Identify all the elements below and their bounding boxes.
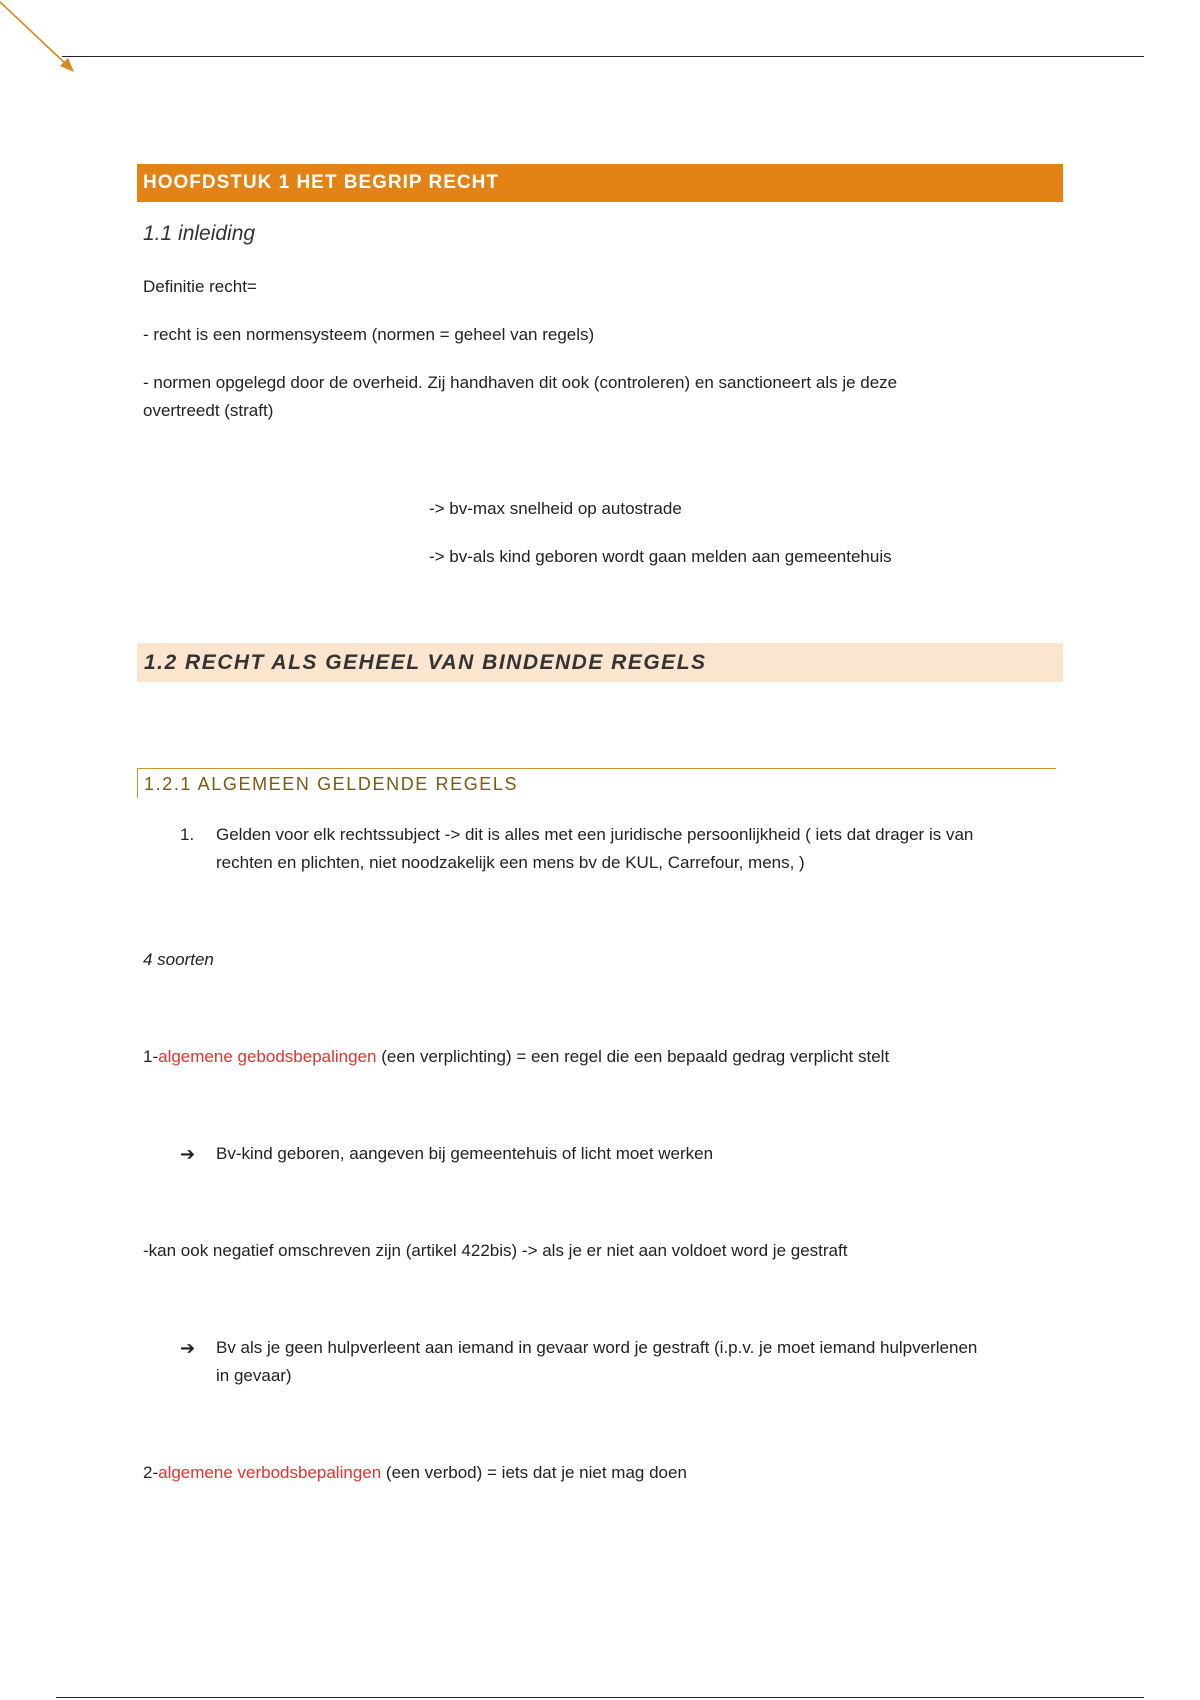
- arrow-bullet-icon: ➔: [180, 1144, 196, 1164]
- list-item-line-2: rechten en plichten, niet noodzakelijk een mens bv de KUL, Carrefour, mens, ): [216, 853, 805, 872]
- section-1-2-1-heading: 1.2.1 ALGEMEEN GELDENDE REGELS: [137, 768, 1056, 798]
- example-2: -> bv-als kind geboren wordt gaan melden aan gemeentehuis: [429, 547, 892, 566]
- soorten-label: 4 soorten: [143, 950, 214, 969]
- example-1: -> bv-max snelheid op autostrade: [429, 499, 682, 518]
- type-2-term: algemene verbodsbepalingen: [158, 1463, 382, 1482]
- type-1-term: algemene gebodsbepalingen: [158, 1047, 377, 1066]
- chapter-heading: HOOFDSTUK 1 HET BEGRIP RECHT: [137, 164, 1063, 202]
- section-1-2-heading: 1.2 RECHT ALS GEHEEL VAN BINDENDE REGELS: [137, 643, 1063, 682]
- header-rule: [62, 56, 1144, 57]
- list-number: 1.: [180, 825, 195, 844]
- list-item-line-1: Gelden voor elk rechtssubject -> dit is alles met een juridische persoonlijkheid ( iets dat drager is van: [216, 825, 974, 844]
- corner-arrow-decoration: [0, 0, 90, 90]
- definition-line-1: - recht is een normensysteem (normen = geheel van regels): [143, 325, 595, 344]
- definition-line-2b: overtreedt (straft): [143, 401, 274, 420]
- negative-line: -kan ook negatief omschreven zijn (artikel 422bis) -> als je er niet aan voldoet word je gestraft: [143, 1241, 848, 1260]
- negative-example-line-2: in gevaar): [216, 1366, 292, 1385]
- type-2-line: [143, 1459, 687, 1487]
- type-2-rest: (een verbod) = iets dat je niet mag doen: [381, 1463, 687, 1482]
- type-2-prefix: 2-: [143, 1463, 159, 1482]
- footer-rule: [56, 1697, 1144, 1698]
- type-1-example: Bv-kind geboren, aangeven bij gemeentehuis of licht moet werken: [216, 1144, 714, 1163]
- negative-example-line-1: Bv als je geen hulpverleent aan iemand in gevaar word je gestraft (i.p.v. je moet iemand hulpverlenen: [216, 1338, 978, 1357]
- definition-line-2a: - normen opgelegd door de overheid. Zij handhaven dit ook (controleren) en sanctioneert als je deze: [143, 373, 898, 392]
- definition-label: Definitie recht=: [143, 277, 257, 296]
- type-1-prefix: 1-: [143, 1047, 159, 1066]
- section-1-1-heading: 1.1 inleiding: [143, 222, 256, 245]
- type-1-rest: (een verplichting) = een regel die een bepaald gedrag verplicht stelt: [376, 1047, 890, 1066]
- type-1-line: [143, 1043, 889, 1071]
- arrow-bullet-icon: ➔: [180, 1338, 196, 1358]
